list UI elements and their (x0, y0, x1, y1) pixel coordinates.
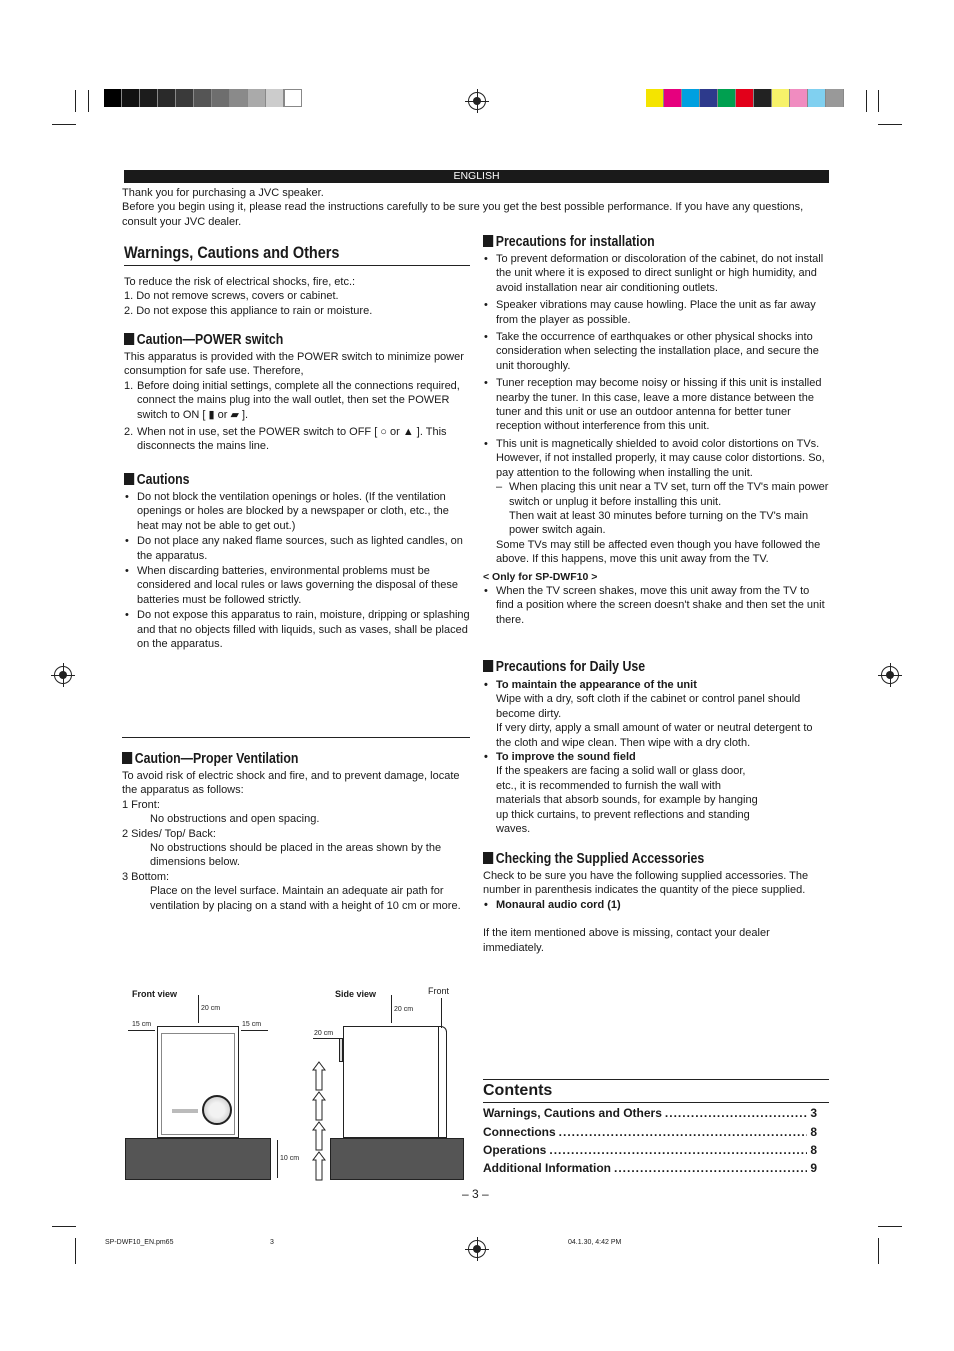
installation-item: • Speaker vibrations may cause howling. Place the unit as far away from the player as possible. (483, 298, 829, 327)
front-pointer-line (441, 998, 442, 1028)
installation-note: Some TVs may still be affected even though you have followed the above. If this happens, move this unit away from the TV. (496, 538, 821, 566)
front-label: Front (428, 986, 450, 996)
dimension-back: 20 cm (314, 1030, 334, 1037)
risk-item: 1. Do not remove screws, covers or cabinet. (124, 290, 339, 303)
registration-mark-icon (468, 92, 486, 110)
accessories-item: • Monaural audio cord (1) (483, 898, 829, 912)
toc-label: Connections (483, 1125, 556, 1139)
dimension-top-side: 20 cm (394, 1006, 414, 1013)
rear-terminal (339, 1038, 343, 1062)
toc-label: Operations (483, 1143, 547, 1157)
toc-leader (665, 1106, 807, 1120)
contents-rule (483, 1102, 829, 1103)
power-switch-intro: This apparatus is provided with the POWER switch to minimize power consumption for safe use. Therefore, (124, 351, 464, 378)
caution-item: • When discarding batteries, environmental problems must be considered and local rules or laws governing the disposal of these batteries must be followed strictly. (124, 564, 470, 607)
registration-mark-icon (881, 666, 899, 684)
installation-shake: • When the TV screen shakes, move this unit away from the TV to find a position where the screen doesn't shake and then set the unit there. (483, 584, 829, 627)
toc-page: 8 (810, 1125, 817, 1139)
crop-mark (878, 1238, 879, 1264)
crop-mark (878, 1226, 902, 1227)
crop-mark (878, 124, 902, 125)
process-color-bar (646, 89, 844, 107)
daily-use-text (483, 678, 829, 836)
installation-list (483, 252, 829, 630)
intro-text (122, 186, 822, 229)
ventilation-bottom-label: 3 Bottom: (122, 870, 170, 883)
power-switch-item-1: 1. Before doing initial settings, complete all the connections required, connect the mains plug into the wall outlet, then set the POWER switch to ON [ ▮ or ▰ ]. (124, 379, 460, 421)
caution-item: • Do not block the ventilation openings or holes. (If the ventilation openings or holes are blocked by a newspaper or cloth, etc., the heat may not be able to get out.) (124, 490, 470, 533)
installation-only-for: < Only for SP-DWF10 > (483, 570, 598, 583)
speaker-front-view (157, 1026, 239, 1138)
contents-title: Contents (483, 1082, 553, 1099)
page-number: – 3 – (462, 1187, 489, 1201)
language-bar: ENGLISH (124, 170, 829, 183)
installation-item: • This unit is magnetically shielded to avoid color distortions on TVs. However, if not installed properly, it may cause color distortions. So, pay attention to the following when installing the unit. (483, 437, 829, 480)
crop-mark (878, 90, 879, 112)
brand-strip (172, 1109, 198, 1113)
front-view-label: Front view (132, 989, 178, 999)
cautions-heading: Cautions (124, 472, 189, 488)
toc-entry[interactable] (483, 1161, 817, 1175)
side-panel-edge (438, 1027, 439, 1137)
toc-page: 3 (810, 1106, 817, 1120)
dimension-right: 15 cm (242, 1021, 262, 1028)
speaker-side-view (343, 1026, 447, 1138)
accessories-desc: Check to be sure you have the following supplied accessories. The number in parenthesis indicates the quantity of the piece supplied. (483, 870, 809, 897)
toc-leader (559, 1125, 808, 1139)
crop-mark (52, 124, 76, 125)
intro-line-1: Thank you for purchasing a JVC speaker. (122, 187, 324, 199)
risk-lead: To reduce the risk of electrical shocks, fire, etc.: (124, 276, 356, 288)
registration-mark-icon (468, 1240, 486, 1258)
crop-mark (75, 90, 76, 112)
toc-page: 8 (810, 1143, 817, 1157)
airflow-arrows (311, 1060, 327, 1184)
crop-mark (866, 90, 867, 112)
installation-item: • To prevent deformation or discoloration of the cabinet, do not install the unit where it is exposed to direct sunlight or high humidity, and avoid installation near air conditioning outlets. (483, 252, 829, 295)
installation-heading: Precautions for installation (483, 234, 655, 250)
dimension-left: 15 cm (132, 1021, 152, 1028)
daily-bullet-2: • To improve the sound field (483, 750, 829, 764)
airflow-arrow-icon (311, 1060, 327, 1184)
title-rule (124, 265, 470, 266)
accessories-heading: Checking the Supplied Accessories (483, 851, 704, 867)
toc-leader (614, 1161, 807, 1175)
dimension-line (128, 1030, 155, 1031)
toc-entry[interactable] (483, 1143, 817, 1157)
page-title: Warnings, Cautions and Others (124, 243, 340, 262)
stand-front-view (125, 1138, 271, 1180)
intro-line-2: Before you begin using it, please read the instructions carefully to be sure you get the best possible performance. If you have any questions, consult your JVC dealer. (122, 201, 804, 228)
toc-label: Additional Information (483, 1161, 611, 1175)
dimension-line (391, 995, 392, 1023)
toc-entry[interactable] (483, 1125, 817, 1139)
risk-item: 2. Do not expose this appliance to rain or moisture. (124, 304, 373, 317)
dimension-bottom: 10 cm (280, 1155, 300, 1162)
ventilation-text (122, 769, 468, 913)
daily-text-1a: Wipe with a dry, soft cloth if the cabinet or control panel should become dirty. (496, 693, 801, 720)
power-switch-text (124, 350, 464, 457)
risk-block (124, 275, 470, 318)
crop-mark (88, 90, 89, 112)
volume-knob-icon (202, 1095, 232, 1125)
accessories-missing: If the item mentioned above is missing, contact your dealer immediately. (483, 927, 770, 954)
ventilation-sides-text: No obstructions should be placed in the areas shown by the dimensions below. (150, 842, 442, 869)
ventilation-heading: Caution—Proper Ventilation (122, 751, 298, 767)
dimension-line (277, 1140, 278, 1178)
toc-entry[interactable] (483, 1106, 817, 1120)
footer-page: 3 (270, 1239, 274, 1246)
dimension-top-front: 20 cm (201, 1005, 221, 1012)
toc-leader (549, 1143, 807, 1157)
installation-dash-item-2: Then wait at least 30 minutes before turning on the TV's main power switch again. (509, 509, 809, 537)
stand-side-view (330, 1138, 464, 1180)
daily-text-2: If the speakers are facing a solid wall or glass door, etc., it is recommended to furnish the wall with materials that absorb sounds, for example by hanging up thick curtains, to prevent reflections and standing waves. (496, 765, 758, 836)
side-view-label: Side view (335, 989, 377, 999)
caution-item: • Do not place any naked flame sources, such as lighted candles, on the apparatus. (124, 534, 470, 563)
toc-page: 9 (810, 1161, 817, 1175)
grayscale-color-bar (104, 89, 302, 107)
cautions-list (124, 490, 470, 652)
accessories-text (483, 869, 829, 955)
footer-file: SP-DWF10_EN.pm65 (105, 1239, 174, 1246)
crop-mark (52, 1226, 76, 1227)
daily-text-1b: If very dirty, apply a small amount of water or neutral detergent to the cloth and wipe clean. Then wipe with a dry cloth. (496, 722, 813, 749)
ventilation-front-text: No obstructions and open spacing. (150, 813, 320, 826)
power-switch-heading: Caution—POWER switch (124, 332, 283, 348)
footer-date: 04.1.30, 4:42 PM (568, 1239, 622, 1246)
crop-mark (75, 1238, 76, 1264)
toc-label: Warnings, Cautions and Others (483, 1106, 662, 1120)
ventilation-intro: To avoid risk of electric shock and fire, and to prevent damage, locate the apparatus as follows: (122, 770, 460, 797)
daily-bullet-1: • To maintain the appearance of the unit (483, 678, 829, 692)
registration-mark-icon (54, 666, 72, 684)
daily-use-heading: Precautions for Daily Use (483, 659, 645, 675)
installation-dash-item: – When placing this unit near a TV set, turn off the TV's main power switch or unplug it before installing this unit. (496, 481, 829, 508)
installation-item: • Tuner reception may become noisy or hissing if this unit is installed nearby the tuner. In this case, leave a more distance between the tuner and this unit or use an outdoor antenna for better tuner reception without interference from this unit. (483, 376, 829, 434)
dimension-line (198, 995, 199, 1023)
power-switch-item-2: 2. When not in use, set the POWER switch to OFF [ ○ or ▲ ]. This disconnects the mains line. (124, 426, 447, 453)
dimension-line (313, 1038, 339, 1039)
dimension-line (241, 1030, 268, 1031)
installation-item: • Take the occurrence of earthquakes or other physical shocks into consideration when selecting the installation place, and secure the unit thoroughly. (483, 330, 829, 373)
contents-top-rule (483, 1079, 829, 1080)
section-divider (122, 737, 470, 738)
ventilation-sides-label: 2 Sides/ Top/ Back: (122, 827, 216, 840)
ventilation-front-label: 1 Front: (122, 798, 160, 811)
ventilation-bottom-text: Place on the level surface. Maintain an adequate air path for ventilation by placing on a stand with a height of 10 cm or more. (150, 885, 461, 912)
caution-item: • Do not expose this apparatus to rain, moisture, dripping or splashing and that no objects filled with liquids, such as vases, shall be placed on the apparatus. (124, 608, 470, 651)
